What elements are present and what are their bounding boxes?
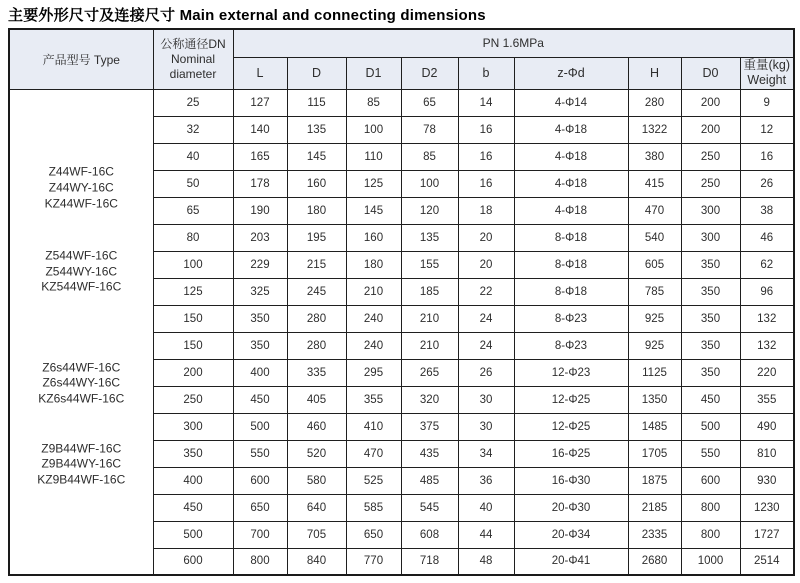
dimension-value: 20-Φ34	[514, 521, 628, 548]
product-model: Z9B44WY-16C	[41, 456, 122, 471]
dimension-value: 135	[401, 224, 458, 251]
weight-label-cn: 重量(kg)	[743, 58, 791, 72]
dimension-value: 16	[458, 116, 514, 143]
dimension-value: 300	[681, 224, 740, 251]
dimension-value: 800	[233, 548, 287, 575]
dn-value: 125	[153, 278, 233, 305]
dimension-value: 520	[287, 440, 346, 467]
dimension-value: 22	[458, 278, 514, 305]
dimension-value: 770	[346, 548, 401, 575]
dimension-value: 500	[233, 413, 287, 440]
dimension-value: 925	[628, 332, 681, 359]
dimension-value: 185	[401, 278, 458, 305]
page-title: 主要外形尺寸及连接尺寸 Main external and connecting dimensions	[8, 7, 486, 24]
col-header-weight	[740, 57, 794, 89]
dimension-value: 30	[458, 413, 514, 440]
col-header-zd: z-Φd	[514, 57, 628, 89]
dimension-value: 415	[628, 170, 681, 197]
dimension-value: 300	[681, 197, 740, 224]
dimension-value: 12-Φ25	[514, 386, 628, 413]
dimension-value: 1230	[740, 494, 794, 521]
dimension-value: 14	[458, 89, 514, 116]
dimension-value: 215	[287, 251, 346, 278]
dimension-value: 250	[681, 170, 740, 197]
dimension-value: 800	[681, 494, 740, 521]
dn-value: 32	[153, 116, 233, 143]
dimension-value: 40	[458, 494, 514, 521]
dimension-value: 100	[346, 116, 401, 143]
dn-value: 65	[153, 197, 233, 224]
dimension-value: 608	[401, 521, 458, 548]
dimension-value: 155	[401, 251, 458, 278]
dimension-value: 640	[287, 494, 346, 521]
product-type-group	[10, 165, 153, 212]
dimension-value: 30	[458, 386, 514, 413]
dimension-value: 320	[401, 386, 458, 413]
dimension-value: 4-Φ18	[514, 170, 628, 197]
dimension-value: 375	[401, 413, 458, 440]
dimension-value: 250	[681, 143, 740, 170]
dimension-value: 2185	[628, 494, 681, 521]
dimension-value: 200	[681, 89, 740, 116]
dimension-value: 96	[740, 278, 794, 305]
col-header-D1: D1	[346, 57, 401, 89]
dimension-value: 38	[740, 197, 794, 224]
dimension-value: 4-Φ14	[514, 89, 628, 116]
dimension-value: 600	[233, 467, 287, 494]
col-header-type: 产品型号 Type	[9, 29, 153, 89]
dimension-value: 120	[401, 197, 458, 224]
dn-value: 500	[153, 521, 233, 548]
dimension-value: 335	[287, 359, 346, 386]
dimension-value: 1705	[628, 440, 681, 467]
dimension-value: 550	[233, 440, 287, 467]
dimension-value: 2335	[628, 521, 681, 548]
dimension-value: 450	[233, 386, 287, 413]
product-type-group	[10, 248, 153, 295]
dimension-value: 1000	[681, 548, 740, 575]
dimension-value: 585	[346, 494, 401, 521]
dimension-value: 195	[287, 224, 346, 251]
dimension-value: 490	[740, 413, 794, 440]
dimension-value: 540	[628, 224, 681, 251]
product-model: KZ44WF-16C	[44, 196, 118, 211]
dimension-value: 16-Φ30	[514, 467, 628, 494]
dn-value: 400	[153, 467, 233, 494]
dimension-value: 280	[287, 305, 346, 332]
dimension-value: 718	[401, 548, 458, 575]
dimension-value: 1727	[740, 521, 794, 548]
col-header-dn	[153, 29, 233, 89]
dn-value: 80	[153, 224, 233, 251]
dimension-value: 350	[681, 305, 740, 332]
dimension-value: 135	[287, 116, 346, 143]
dimension-value: 700	[233, 521, 287, 548]
dimension-value: 525	[346, 467, 401, 494]
dn-label-en-2: diameter	[169, 66, 217, 81]
dimension-value: 380	[628, 143, 681, 170]
dimension-value: 65	[401, 89, 458, 116]
dimension-value: 78	[401, 116, 458, 143]
dimension-value: 4-Φ18	[514, 143, 628, 170]
dimension-value: 115	[287, 89, 346, 116]
dimension-value: 450	[681, 386, 740, 413]
dimension-value: 16	[740, 143, 794, 170]
dimension-value: 85	[346, 89, 401, 116]
dimension-value: 16	[458, 170, 514, 197]
product-model: Z6s44WF-16C	[42, 359, 121, 374]
product-model: Z44WF-16C	[48, 164, 114, 179]
dimension-value: 16-Φ25	[514, 440, 628, 467]
dimension-value: 190	[233, 197, 287, 224]
dimension-value: 785	[628, 278, 681, 305]
dn-value: 200	[153, 359, 233, 386]
dimension-value: 24	[458, 332, 514, 359]
col-header-b: b	[458, 57, 514, 89]
col-header-L: L	[233, 57, 287, 89]
dimension-value: 12	[740, 116, 794, 143]
dimension-value: 435	[401, 440, 458, 467]
dimension-value: 280	[287, 332, 346, 359]
dimension-value: 145	[346, 197, 401, 224]
dimension-value: 18	[458, 197, 514, 224]
dimension-value: 650	[233, 494, 287, 521]
product-model: KZ544WF-16C	[41, 279, 122, 294]
dimension-value: 265	[401, 359, 458, 386]
header-row-top	[9, 29, 794, 57]
dimension-value: 100	[401, 170, 458, 197]
dimension-value: 485	[401, 467, 458, 494]
dimension-value: 229	[233, 251, 287, 278]
dimension-value: 36	[458, 467, 514, 494]
dimension-value: 470	[628, 197, 681, 224]
dimension-value: 16	[458, 143, 514, 170]
dimension-value: 2514	[740, 548, 794, 575]
product-model: Z544WF-16C	[45, 247, 118, 262]
dimension-value: 210	[401, 305, 458, 332]
dimension-value: 350	[681, 251, 740, 278]
dimension-value: 460	[287, 413, 346, 440]
dimension-value: 127	[233, 89, 287, 116]
dimension-value: 930	[740, 467, 794, 494]
dn-value: 600	[153, 548, 233, 575]
col-header-D2: D2	[401, 57, 458, 89]
dimension-value: 26	[740, 170, 794, 197]
dimension-value: 2680	[628, 548, 681, 575]
dimension-value: 8-Φ23	[514, 332, 628, 359]
dimension-value: 165	[233, 143, 287, 170]
product-model: Z6s44WY-16C	[42, 375, 121, 390]
dn-value: 25	[153, 89, 233, 116]
dimension-value: 8-Φ18	[514, 224, 628, 251]
col-header-D: D	[287, 57, 346, 89]
dn-value: 100	[153, 251, 233, 278]
table-row	[9, 89, 794, 116]
dimension-value: 4-Φ18	[514, 197, 628, 224]
dimension-value: 280	[628, 89, 681, 116]
dimension-value: 240	[346, 305, 401, 332]
product-model: KZ6s44WF-16C	[38, 391, 125, 406]
dimension-value: 240	[346, 332, 401, 359]
dimension-value: 203	[233, 224, 287, 251]
dimension-value: 145	[287, 143, 346, 170]
dimension-value: 12-Φ25	[514, 413, 628, 440]
dimension-value: 26	[458, 359, 514, 386]
dimension-value: 180	[287, 197, 346, 224]
dn-label-en-1: Nominal	[170, 51, 215, 66]
product-model: Z544WY-16C	[45, 263, 118, 278]
dimension-value: 295	[346, 359, 401, 386]
dimension-value: 34	[458, 440, 514, 467]
dimension-value: 470	[346, 440, 401, 467]
dimension-value: 840	[287, 548, 346, 575]
dimension-value: 220	[740, 359, 794, 386]
product-type-group	[10, 360, 153, 407]
dimension-value: 20	[458, 224, 514, 251]
product-model: KZ9B44WF-16C	[37, 472, 126, 487]
dimensions-table	[8, 28, 795, 576]
col-header-D0: D0	[681, 57, 740, 89]
dimension-value: 925	[628, 305, 681, 332]
dimension-value: 210	[401, 332, 458, 359]
dimension-value: 550	[681, 440, 740, 467]
dimension-value: 1125	[628, 359, 681, 386]
dimension-value: 350	[681, 359, 740, 386]
dimension-value: 8-Φ23	[514, 305, 628, 332]
dimension-value: 8-Φ18	[514, 251, 628, 278]
product-model: Z44WY-16C	[48, 180, 114, 195]
dimension-value: 132	[740, 305, 794, 332]
dimension-value: 44	[458, 521, 514, 548]
dimension-value: 48	[458, 548, 514, 575]
dimension-value: 125	[346, 170, 401, 197]
col-header-pn: PN 1.6MPa	[233, 29, 794, 57]
dimension-value: 24	[458, 305, 514, 332]
dimension-value: 8-Φ18	[514, 278, 628, 305]
dn-value: 350	[153, 440, 233, 467]
dimension-value: 810	[740, 440, 794, 467]
dimension-value: 9	[740, 89, 794, 116]
dimension-value: 1875	[628, 467, 681, 494]
dimension-value: 800	[681, 521, 740, 548]
dimension-value: 132	[740, 332, 794, 359]
dn-value: 50	[153, 170, 233, 197]
dimension-value: 325	[233, 278, 287, 305]
dimension-value: 500	[681, 413, 740, 440]
dimension-value: 4-Φ18	[514, 116, 628, 143]
dimension-value: 405	[287, 386, 346, 413]
dimension-value: 110	[346, 143, 401, 170]
dimension-value: 20	[458, 251, 514, 278]
dimension-value: 350	[681, 332, 740, 359]
dimension-value: 160	[346, 224, 401, 251]
dimension-value: 350	[233, 332, 287, 359]
dimension-value: 350	[681, 278, 740, 305]
product-type-cell	[9, 89, 153, 575]
dn-value: 150	[153, 305, 233, 332]
dimension-value: 178	[233, 170, 287, 197]
dimension-value: 1322	[628, 116, 681, 143]
dn-value: 250	[153, 386, 233, 413]
dimension-value: 400	[233, 359, 287, 386]
dimension-value: 20-Φ30	[514, 494, 628, 521]
dimension-value: 410	[346, 413, 401, 440]
dimension-value: 605	[628, 251, 681, 278]
dimension-value: 1350	[628, 386, 681, 413]
product-type-group	[10, 441, 153, 488]
dn-value: 40	[153, 143, 233, 170]
dimension-value: 46	[740, 224, 794, 251]
product-model: Z9B44WF-16C	[41, 440, 122, 455]
dimension-value: 200	[681, 116, 740, 143]
dn-value: 150	[153, 332, 233, 359]
dimension-value: 355	[740, 386, 794, 413]
dimension-value: 85	[401, 143, 458, 170]
dimension-value: 160	[287, 170, 346, 197]
dimension-value: 350	[233, 305, 287, 332]
weight-label-en: Weight	[747, 73, 787, 87]
table-header	[9, 29, 794, 89]
table-body	[9, 89, 794, 575]
dimension-value: 705	[287, 521, 346, 548]
dimension-value: 545	[401, 494, 458, 521]
dn-label-cn: 公称通径DN	[160, 36, 226, 51]
dimension-value: 62	[740, 251, 794, 278]
dimension-value: 650	[346, 521, 401, 548]
dimension-value: 210	[346, 278, 401, 305]
dimension-value: 180	[346, 251, 401, 278]
dimension-value: 12-Φ23	[514, 359, 628, 386]
dimension-value: 600	[681, 467, 740, 494]
dimension-value: 245	[287, 278, 346, 305]
dimension-value: 140	[233, 116, 287, 143]
dn-value: 450	[153, 494, 233, 521]
dimension-value: 1485	[628, 413, 681, 440]
dn-value: 300	[153, 413, 233, 440]
col-header-H: H	[628, 57, 681, 89]
dimension-value: 355	[346, 386, 401, 413]
dimension-value: 20-Φ41	[514, 548, 628, 575]
dimension-value: 580	[287, 467, 346, 494]
